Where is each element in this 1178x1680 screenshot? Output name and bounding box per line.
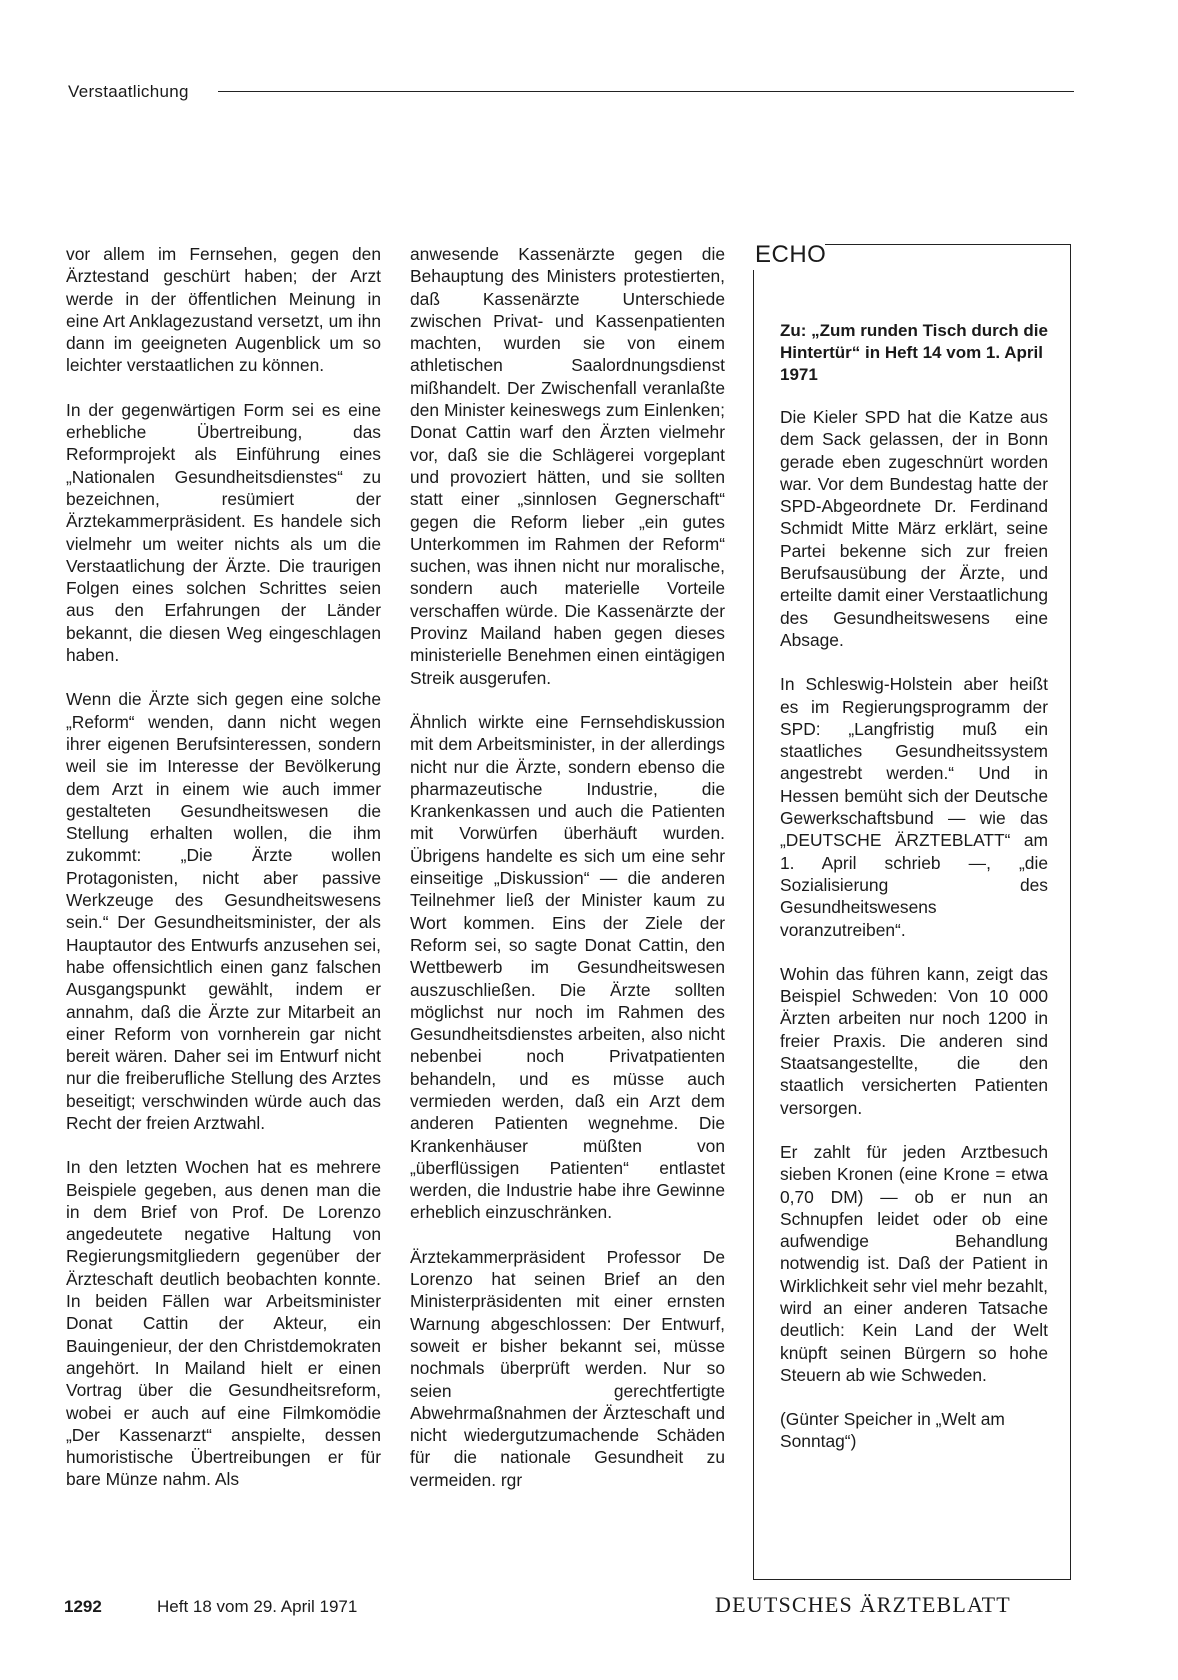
echo-paragraph: In Schleswig-Holstein aber heißt es im Regierungsprogramm der SPD: „Langfristig muß ein staatliches Gesundheitssystem angestrebt werden.“ Und in Hessen bemüht sich der Deutsche Gewerkschaftsbund — wie das „DEUTSCHE ÄRZTEBLATT“ am 1. April schrieb —, „die Sozialisierung des Gesundheitswesens voranzutreiben“. (780, 674, 1048, 940)
article-column-1 (66, 243, 381, 1513)
header-rule (218, 91, 1074, 92)
paragraph: anwesende Kassenärzte gegen die Behauptung des Ministers protestierten, daß Kassenärzte Unterschiede zwischen Privat- und Kassenpatienten machten, wurden sie von einem athletischen Saalordnungsdienst mißhandelt. Der Zwischenfall veranlaßte den Minister keineswegs zum Einlenken; Donat Cattin warf den Ärzten vielmehr vor, daß sie die Schlägerei vorgeplant und provoziert hätten, und sie sollten statt einer „sinnlosen Gegnerschaft“ gegen die Reform lieber „ein gutes Unterkommen im Rahmen der Reform“ suchen, was ihnen nicht nur moralische, sondern auch materielle Vorteile verschaffen würde. Die Kassenärzte der Provinz Mailand haben gegen dieses ministerielle Benehmen einen eintägigen Streik ausgerufen. (410, 244, 725, 688)
echo-title: ECHO (755, 241, 827, 268)
page-number: 1292 (64, 1597, 102, 1616)
echo-paragraph: Er zahlt für jeden Arztbesuch sieben Kronen (eine Krone = etwa 0,70 DM) — ob er nun an Schnupfen leidet oder ob eine aufwendige Behandlung notwendig ist. Daß der Patient in Wirklichkeit sehr viel mehr bezahlt, wird an einer anderen Tatsache deutlich: Kein Land der Welt knüpft seinen Bürgern so hohe Steuern ab wie Schweden. (780, 1141, 1048, 1385)
paragraph: vor allem im Fernsehen, gegen den Ärztestand geschürt haben; der Arzt werde in der öffentlichen Meinung in eine Art Anklagezustand versetzt, um ihn dann im geeigneten Augenblick um so leichter verstaatlichen zu können. (66, 244, 381, 376)
paragraph: In der gegenwärtigen Form sei es eine erhebliche Übertreibung, das Reformprojekt als Einführung eines „Nationalen Gesundheitsdienstes“ zu bezeichnen, resümiert der Ärztekammerpräsident. Es handele sich vielmehr um weiter nichts als um die Verstaatlichung der Ärzte. Die traurigen Folgen eines solchen Schrittes seien aus den Erfahrungen der Länder bekannt, die diesen Weg eingeschlagen haben. (66, 399, 381, 666)
paragraph: Ärztekammerpräsident Professor De Lorenzo hat seinen Brief an den Ministerpräsidenten mit einer ernsten Warnung abgeschlossen: Der Entwurf, soweit er bisher bekannt sei, müsse nochmals überprüft werden. Nur so seien gerechtfertigte Abwehrmaßnahmen der Ärzteschaft und nicht wiedergutzumachende Schäden für die nationale Gesundheit zu vermeiden. rgr (410, 1246, 725, 1490)
masthead: DEUTSCHES ÄRZTEBLATT (715, 1592, 1011, 1617)
running-head: Verstaatlichung (68, 82, 189, 101)
article-column-2 (410, 243, 725, 1513)
paragraph: Wenn die Ärzte sich gegen eine solche „Reform“ wenden, dann nicht wegen ihrer eigenen Berufsinteressen, sondern weil sie im Interesse der Bevölkerung dem Arzt in einem wie auch immer gestalteten Gesundheitswesen die Stellung erhalten wollen, die ihm zukommt: „Die Ärzte wollen Protagonisten, nicht aber passive Werkzeuge des Gesundheitswesens sein.“ Der Gesundheitsminister, der als Hauptautor des Entwurfs anzusehen sei, habe offensichtlich einen ganz falschen Ausgangspunkt gewählt, indem er annahm, daß die Ärzte zur Mitarbeit an einer Reform von vornherein gar nicht bereit wären. Daher sei im Entwurf nicht nur die freiberufliche Stellung des Arztes beseitigt; verschwinden würde auch das Recht der freien Arztwahl. (66, 689, 381, 1133)
paragraph: Ähnlich wirkte eine Fernsehdiskussion mit dem Arbeitsminister, in der allerdings nicht nur die Ärzte, sondern ebenso die pharmazeutische Industrie, die Krankenkassen und auch die Patienten mit Vorwürfen überhäuft wurden. Übrigens handelte es sich um eine sehr einseitige „Diskussion“ — die anderen Teilnehmer ließ der Minister kaum zu Wort kommen. Eins der Ziele der Reform sei, so sagte Donat Cattin, den Wettbewerb im Gesundheitswesen auszuschließen. Die Ärzte sollten möglichst nur noch im Rahmen des Gesundheitsdienstes arbeiten, also nicht nebenbei noch Privatpatienten behandeln, und es müsse auch vermieden werden, daß ein Arzt dem anderen Patienten wegnehme. Die Krankenhäuser müßten von „überflüssigen Patienten“ entlastet werden, die Industrie habe ihre Gewinne erheblich einzuschränken. (410, 711, 725, 1223)
echo-content (780, 320, 1048, 1475)
echo-paragraph: Wohin das führen kann, zeigt das Beispiel Schweden: Von 10 000 Ärzten arbeiten nur noch 1200 in freier Praxis. Die anderen sind Staatsangestellte, die den staatlich versicherten Patienten versorgen. (780, 963, 1048, 1118)
echo-heading: Zu: „Zum runden Tisch durch die Hintertür“ in Heft 14 vom 1. April 1971 (780, 321, 1048, 384)
echo-box-left-rule (753, 270, 754, 1580)
paragraph: In den letzten Wochen hat es mehrere Beispiele gegeben, aus denen man die in dem Brief von Prof. De Lorenzo angedeutete negative Haltung von Regierungsmitgliedern gegenüber der Ärzteschaft deutlich beobachten konnte. In beiden Fällen war Arbeitsminister Donat Cattin der Akteur, ein Bauingenieur, der den Christdemokraten angehört. In Mailand hielt er einen Vortrag über die Gesundheitsreform, wobei er auch auf eine Filmkomödie „Der Kassenarzt“ anspielte, dessen humoristische Übertreibungen er für bare Münze nahm. Als (66, 1157, 381, 1490)
echo-source: (Günter Speicher in „Welt am Sonntag“) (780, 1409, 1005, 1452)
echo-paragraph: Die Kieler SPD hat die Katze aus dem Sack gelassen, der in Bonn gerade eben zugeschnürt worden war. Vor dem Bundestag hatte der SPD-Abgeordnete Dr. Ferdinand Schmidt Mitte März erklärt, seine Partei bekenne sich zur freien Berufsausübung der Ärzte, und erteilte damit einer Verstaatlichung des Gesundheitswesens eine Absage. (780, 407, 1048, 650)
echo-box-top-rule (825, 244, 1070, 245)
issue-line: Heft 18 vom 29. April 1971 (157, 1597, 358, 1616)
